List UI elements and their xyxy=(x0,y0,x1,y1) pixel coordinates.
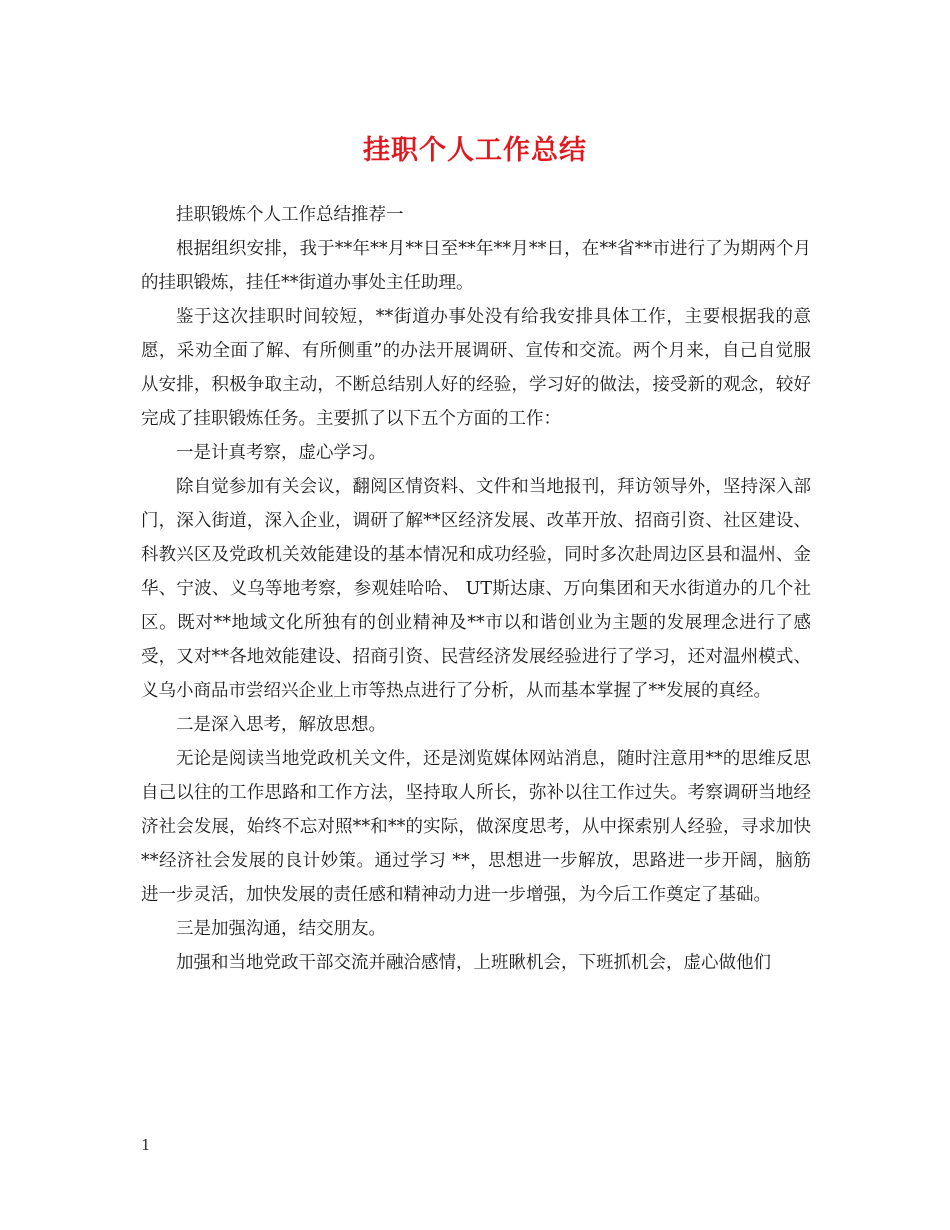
body-paragraph: 除自觉参加有关会议，翻阅区情资料、文件和当地报刊，拜访领导外，坚持深入部门，深入街道，深入企业，调研了解**区经济发展、改革开放、招商引资、社区建设、科教兴区及党政机关效能建设的基本情况和成功经验，同时多次赴周边区县和温州、金华、宁波、义乌等地考察，参观娃哈哈、 UT斯达康、万向集团和天水街道办的几个社区。既对**地域文化所独有的创业精神及**市以和谐创业为主题的发展理念进行了感受，又对**各地效能建设、招商引资、民营经济发展经验进行了学习，还对温州模式、义乌小商品市尝绍兴企业上市等热点进行了分析，从而基本掌握了**发展的真经。 xyxy=(141,477,811,701)
subheading-paragraph: 挂职锻炼个人工作总结推荐一 xyxy=(176,205,404,225)
body-paragraph: 鉴于这次挂职时间较短，**街道办事处没有给我安排具体工作，主要根据我的意愿，采劝全面了解、有所侧重”的办法开展调研、宣传和交流。两个月来，自己自觉服从安排，积极争取主动，不断总结别人好的经验，学习好的做法，接受新的观念，较好完成了挂职锻炼任务。主要抓了以下五个方面的工作： xyxy=(141,307,811,429)
document-body xyxy=(141,198,811,980)
document-title: 挂职个人工作总结 xyxy=(363,135,587,166)
section-heading-paragraph: 二是深入思考，解放思想。 xyxy=(176,715,386,735)
page-number: 1 xyxy=(141,1136,151,1154)
section-heading-paragraph: 三是加强沟通，结交朋友。 xyxy=(176,919,386,939)
body-paragraph: 无论是阅读当地党政机关文件，还是浏览媒体网站消息，随时注意用**的思维反思自己以往的工作思路和工作方法，坚持取人所长，弥补以往工作过失。考察调研当地经济社会发展，始终不忘对照**和**的实际，做深度思考，从中探索别人经验，寻求加快**经济社会发展的良计妙策。通过学习 **，思想进一步解放，思路进一步开阔，脑筋进一步灵活，加快发展的责任感和精神动力进一步增强，为今后工作奠定了基础。 xyxy=(141,749,811,905)
body-paragraph: 根据组织安排，我于**年**月**日至**年**月**日，在**省**市进行了为期两个月的挂职锻炼，挂任**街道办事处主任助理。 xyxy=(141,239,811,293)
section-heading-paragraph: 一是计真考察，虚心学习。 xyxy=(176,443,386,463)
body-paragraph: 加强和当地党政干部交流并融洽感情，上班瞅机会，下班抓机会，虚心做他们 xyxy=(176,953,771,973)
